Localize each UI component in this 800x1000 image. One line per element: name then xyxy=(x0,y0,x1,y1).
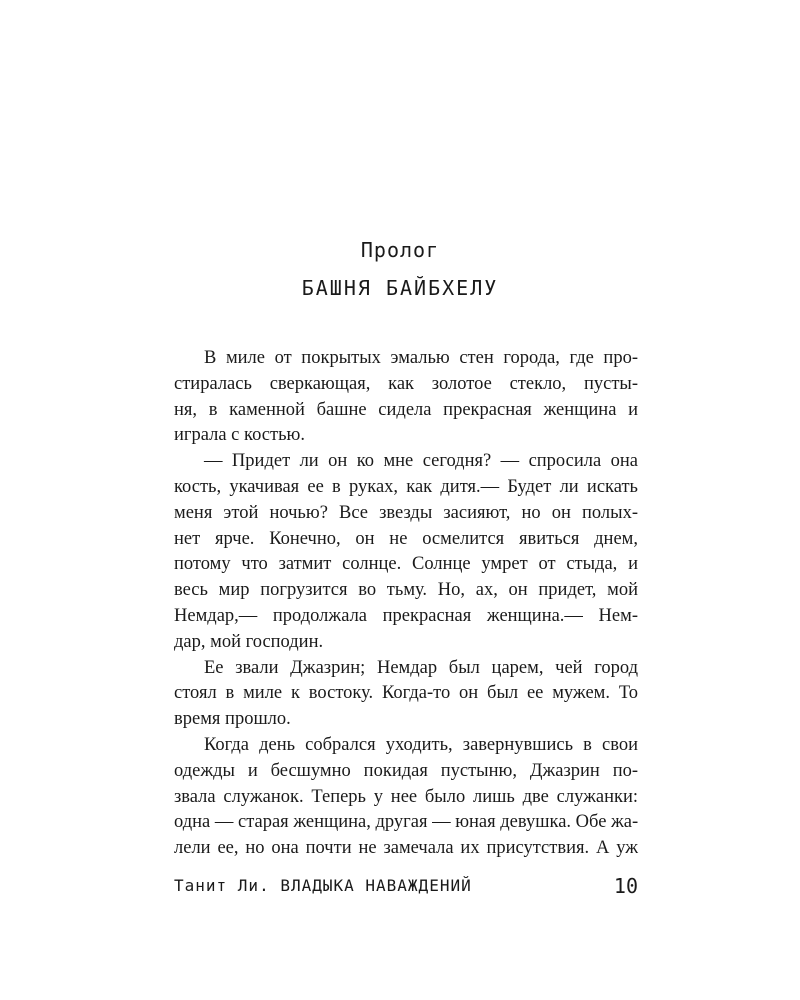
text-line: стиралась сверкающая, как золотое стекло, пусты- xyxy=(174,373,638,394)
page-number: 10 xyxy=(613,874,638,898)
text-line: — Придет ли он ко мне сегодня? — спросила она xyxy=(204,451,638,472)
text-line: стоял в миле к востоку. Когда-то он был ее мужем. То xyxy=(174,683,638,704)
text-line: одна — старая женщина, другая — юная девушка. Обе жа- xyxy=(174,812,639,833)
text-line: Ее звали Джазрин; Немдар был царем, чей город xyxy=(204,657,638,678)
page-footer xyxy=(174,876,638,902)
body-text xyxy=(174,346,638,862)
text-line: играла с костью. xyxy=(174,425,305,446)
running-title: Танит Ли. ВЛАДЫКА НАВАЖДЕНИЙ xyxy=(174,876,472,895)
chapter-title: БАШНЯ БАЙБХЕЛУ xyxy=(301,276,499,300)
text-line: кость, укачивая ее в руках, как дитя.— Будет ли искать xyxy=(174,476,638,497)
text-line: время прошло. xyxy=(174,709,291,730)
text-line: звала служанок. Теперь у нее было лишь две служанки: xyxy=(174,786,638,807)
text-line: ня, в каменной башне сидела прекрасная женщина и xyxy=(174,399,638,420)
text-line: нет ярче. Конечно, он не осмелится явиться днем, xyxy=(174,528,638,549)
text-line: меня этой ночью? Все звезды засияют, но он полых- xyxy=(174,502,638,523)
text-line: весь мир погрузится во тьму. Но, ах, он придет, мой xyxy=(174,580,638,601)
text-line: лели ее, но она почти не замечала их присутствия. А уж xyxy=(174,838,638,859)
text-line: потому что затмит солнце. Солнце умрет от стыда, и xyxy=(174,554,638,575)
chapter-label: Пролог xyxy=(360,238,440,262)
text-line: дар, мой господин. xyxy=(174,631,324,652)
text-line: В миле от покрытых эмалью стен города, где про- xyxy=(204,348,638,368)
text-line: Когда день собрался уходить, завернувшись в свои xyxy=(204,734,638,755)
text-line: одежды и бесшумно покидая пустыню, Джазрин по- xyxy=(174,760,638,781)
text-line: Немдар,— продолжала прекрасная женщина.— Нем- xyxy=(174,605,638,626)
